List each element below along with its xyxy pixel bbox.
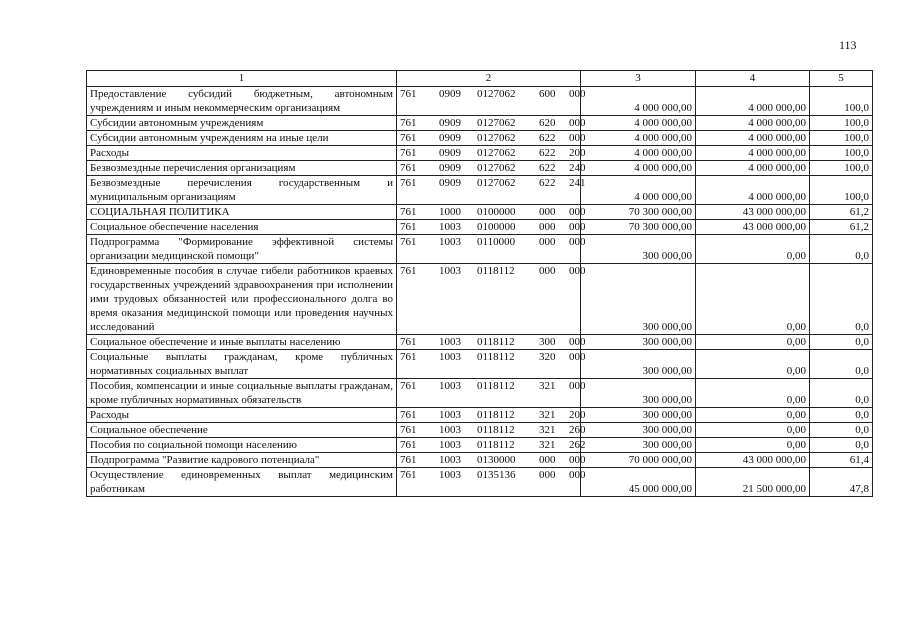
executed-amount: 0,00	[696, 423, 810, 438]
executed-amount: 43 000 000,00	[696, 205, 810, 220]
row-name: Пособия по социальной помощи населению	[87, 438, 397, 453]
row-name: Расходы	[87, 408, 397, 423]
code-vr: 000	[539, 236, 556, 248]
code-rzpr: 1003	[439, 221, 461, 233]
code-ved: 761	[400, 88, 417, 100]
code-ved: 761	[400, 265, 417, 277]
code-kosgu: 000	[569, 236, 586, 248]
executed-amount: 4 000 000,00	[696, 161, 810, 176]
code-ved: 761	[400, 380, 417, 392]
budget-code	[397, 379, 586, 408]
table-row	[87, 335, 873, 350]
budget-table	[86, 70, 873, 497]
execution-percent: 0,0	[810, 379, 873, 408]
planned-amount: 300 000,00	[581, 438, 696, 453]
code-csr: 0135136	[477, 469, 516, 481]
code-rzpr: 1003	[439, 380, 461, 392]
code-kosgu: 241	[569, 177, 586, 189]
budget-code	[397, 408, 586, 423]
code-vr: 622	[539, 177, 556, 189]
code-ved: 761	[400, 162, 417, 174]
code-rzpr: 1003	[439, 236, 461, 248]
row-name: СОЦИАЛЬНАЯ ПОЛИТИКА	[87, 205, 397, 220]
table-row	[87, 408, 873, 423]
page-number: 113	[839, 38, 857, 52]
planned-amount: 300 000,00	[581, 264, 696, 335]
budget-code	[397, 423, 586, 438]
budget-code	[397, 235, 586, 264]
code-kosgu: 000	[569, 380, 586, 392]
budget-code	[397, 220, 586, 235]
code-vr: 000	[539, 206, 556, 218]
execution-percent: 100,0	[810, 146, 873, 161]
code-vr: 320	[539, 351, 556, 363]
code-vr: 321	[539, 439, 556, 451]
table-row	[87, 438, 873, 453]
executed-amount: 0,00	[696, 438, 810, 453]
code-rzpr: 1003	[439, 454, 461, 466]
budget-code	[397, 453, 586, 468]
planned-amount: 300 000,00	[581, 423, 696, 438]
code-rzpr: 1000	[439, 206, 461, 218]
executed-amount: 0,00	[696, 408, 810, 423]
code-vr: 620	[539, 117, 556, 129]
code-rzpr: 1003	[439, 424, 461, 436]
code-kosgu: 000	[569, 132, 586, 144]
code-csr: 0127062	[477, 132, 516, 144]
execution-percent: 0,0	[810, 423, 873, 438]
table-row	[87, 87, 873, 116]
code-ved: 761	[400, 117, 417, 129]
executed-amount: 4 000 000,00	[696, 176, 810, 205]
execution-percent: 61,2	[810, 205, 873, 220]
executed-amount: 0,00	[696, 379, 810, 408]
budget-code	[397, 116, 586, 131]
row-name: Социальное обеспечение и иные выплаты населению	[87, 335, 397, 350]
planned-amount: 300 000,00	[581, 235, 696, 264]
code-csr: 0130000	[477, 454, 516, 466]
planned-amount: 4 000 000,00	[581, 131, 696, 146]
budget-code	[397, 335, 586, 350]
code-rzpr: 1003	[439, 469, 461, 481]
code-kosgu: 000	[569, 336, 586, 348]
table-row	[87, 176, 873, 205]
planned-amount: 300 000,00	[581, 350, 696, 379]
execution-percent: 0,0	[810, 438, 873, 453]
code-vr: 321	[539, 380, 556, 392]
code-csr: 0110000	[477, 236, 516, 248]
code-ved: 761	[400, 336, 417, 348]
table-row	[87, 350, 873, 379]
executed-amount: 0,00	[696, 264, 810, 335]
table-row	[87, 116, 873, 131]
row-name: Социальные выплаты гражданам, кроме публичных нормативных социальных выплат	[87, 350, 397, 379]
planned-amount: 300 000,00	[581, 408, 696, 423]
execution-percent: 100,0	[810, 131, 873, 146]
code-csr: 0127062	[477, 117, 516, 129]
table-row	[87, 379, 873, 408]
row-name: Подпрограмма "Формирование эффективной системы организации медицинской помощи"	[87, 235, 397, 264]
code-ved: 761	[400, 147, 417, 159]
code-csr: 0118112	[477, 424, 515, 436]
planned-amount: 300 000,00	[581, 335, 696, 350]
row-name: Расходы	[87, 146, 397, 161]
row-name: Пособия, компенсации и иные социальные выплаты гражданам, кроме публичных нормативных обязательств	[87, 379, 397, 408]
code-rzpr: 1003	[439, 351, 461, 363]
code-csr: 0127062	[477, 147, 516, 159]
planned-amount: 4 000 000,00	[581, 87, 696, 116]
code-rzpr: 0909	[439, 162, 461, 174]
code-vr: 622	[539, 147, 556, 159]
execution-percent: 100,0	[810, 176, 873, 205]
code-vr: 300	[539, 336, 556, 348]
table-row	[87, 131, 873, 146]
budget-code	[397, 264, 586, 335]
execution-percent: 61,4	[810, 453, 873, 468]
execution-percent: 0,0	[810, 408, 873, 423]
code-vr: 000	[539, 265, 556, 277]
execution-percent: 0,0	[810, 350, 873, 379]
code-kosgu: 000	[569, 88, 586, 100]
code-kosgu: 200	[569, 147, 586, 159]
code-kosgu: 260	[569, 424, 586, 436]
planned-amount: 4 000 000,00	[581, 146, 696, 161]
planned-amount: 70 300 000,00	[581, 205, 696, 220]
code-kosgu: 000	[569, 206, 586, 218]
executed-amount: 4 000 000,00	[696, 87, 810, 116]
execution-percent: 0,0	[810, 235, 873, 264]
row-name: Субсидии автономным учреждениям на иные цели	[87, 131, 397, 146]
column-header: 5	[810, 71, 873, 87]
code-kosgu: 000	[569, 265, 586, 277]
code-rzpr: 1003	[439, 336, 461, 348]
budget-code	[397, 161, 586, 176]
code-csr: 0100000	[477, 206, 516, 218]
execution-percent: 47,8	[810, 468, 873, 497]
code-ved: 761	[400, 439, 417, 451]
code-ved: 761	[400, 424, 417, 436]
row-name: Осуществление единовременных выплат медицинским работникам	[87, 468, 397, 497]
code-csr: 0100000	[477, 221, 516, 233]
budget-code	[397, 146, 586, 161]
execution-percent: 0,0	[810, 264, 873, 335]
code-kosgu: 262	[569, 439, 586, 451]
executed-amount: 21 500 000,00	[696, 468, 810, 497]
planned-amount: 4 000 000,00	[581, 176, 696, 205]
code-kosgu: 000	[569, 117, 586, 129]
code-csr: 0127062	[477, 162, 516, 174]
column-header: 4	[696, 71, 810, 87]
column-header: 2	[397, 71, 581, 87]
code-rzpr: 0909	[439, 177, 461, 189]
code-vr: 000	[539, 469, 556, 481]
code-ved: 761	[400, 454, 417, 466]
code-csr: 0118112	[477, 265, 515, 277]
table-row	[87, 161, 873, 176]
code-vr: 622	[539, 132, 556, 144]
budget-code	[397, 131, 586, 146]
planned-amount: 300 000,00	[581, 379, 696, 408]
planned-amount: 70 000 000,00	[581, 453, 696, 468]
table-header-row	[87, 71, 873, 87]
code-rzpr: 1003	[439, 265, 461, 277]
code-csr: 0118112	[477, 336, 515, 348]
code-rzpr: 0909	[439, 117, 461, 129]
budget-code	[397, 350, 586, 379]
executed-amount: 4 000 000,00	[696, 146, 810, 161]
code-kosgu: 200	[569, 409, 586, 421]
executed-amount: 4 000 000,00	[696, 131, 810, 146]
table-row	[87, 264, 873, 335]
column-header: 1	[87, 71, 397, 87]
execution-percent: 61,2	[810, 220, 873, 235]
budget-code	[397, 87, 586, 116]
code-vr: 600	[539, 88, 556, 100]
row-name: Единовременные пособия в случае гибели работников краевых государственных учреждений здравоохранения при исполнении ими трудовых обязанностей или профессионального долга во время оказания медицинской помощи или проведения научных исследований	[87, 264, 397, 335]
code-csr: 0127062	[477, 88, 516, 100]
executed-amount: 0,00	[696, 235, 810, 264]
executed-amount: 0,00	[696, 335, 810, 350]
code-ved: 761	[400, 409, 417, 421]
budget-code	[397, 205, 586, 220]
code-ved: 761	[400, 132, 417, 144]
table-row	[87, 235, 873, 264]
code-vr: 000	[539, 454, 556, 466]
planned-amount: 4 000 000,00	[581, 116, 696, 131]
row-name: Социальное обеспечение населения	[87, 220, 397, 235]
code-rzpr: 0909	[439, 147, 461, 159]
execution-percent: 100,0	[810, 161, 873, 176]
execution-percent: 100,0	[810, 116, 873, 131]
code-ved: 761	[400, 469, 417, 481]
code-kosgu: 000	[569, 469, 586, 481]
code-csr: 0118112	[477, 380, 515, 392]
code-kosgu: 000	[569, 454, 586, 466]
row-name: Безвозмездные перечисления организациям	[87, 161, 397, 176]
code-vr: 000	[539, 221, 556, 233]
executed-amount: 43 000 000,00	[696, 220, 810, 235]
code-vr: 321	[539, 424, 556, 436]
code-csr: 0118112	[477, 409, 515, 421]
table-row	[87, 468, 873, 497]
table-row	[87, 423, 873, 438]
table-row	[87, 146, 873, 161]
code-rzpr: 0909	[439, 132, 461, 144]
code-ved: 761	[400, 236, 417, 248]
code-vr: 321	[539, 409, 556, 421]
executed-amount: 43 000 000,00	[696, 453, 810, 468]
budget-code	[397, 438, 586, 453]
code-ved: 761	[400, 351, 417, 363]
planned-amount: 4 000 000,00	[581, 161, 696, 176]
row-name: Социальное обеспечение	[87, 423, 397, 438]
table-row	[87, 453, 873, 468]
code-rzpr: 1003	[439, 439, 461, 451]
code-csr: 0118112	[477, 351, 515, 363]
code-csr: 0127062	[477, 177, 516, 189]
code-vr: 622	[539, 162, 556, 174]
code-rzpr: 0909	[439, 88, 461, 100]
column-header: 3	[581, 71, 696, 87]
table-row	[87, 205, 873, 220]
code-ved: 761	[400, 206, 417, 218]
code-kosgu: 240	[569, 162, 586, 174]
code-ved: 761	[400, 177, 417, 189]
row-name: Субсидии автономным учреждениям	[87, 116, 397, 131]
row-name: Безвозмездные перечисления государственным и муниципальным организациям	[87, 176, 397, 205]
code-kosgu: 000	[569, 221, 586, 233]
table-row	[87, 220, 873, 235]
budget-code	[397, 468, 586, 497]
code-rzpr: 1003	[439, 409, 461, 421]
code-ved: 761	[400, 221, 417, 233]
code-kosgu: 000	[569, 351, 586, 363]
planned-amount: 45 000 000,00	[581, 468, 696, 497]
planned-amount: 70 300 000,00	[581, 220, 696, 235]
row-name: Предоставление субсидий бюджетным, автономным учреждениям и иным некоммерческим организациям	[87, 87, 397, 116]
row-name: Подпрограмма "Развитие кадрового потенциала"	[87, 453, 397, 468]
execution-percent: 0,0	[810, 335, 873, 350]
code-csr: 0118112	[477, 439, 515, 451]
budget-code	[397, 176, 586, 205]
executed-amount: 0,00	[696, 350, 810, 379]
execution-percent: 100,0	[810, 87, 873, 116]
executed-amount: 4 000 000,00	[696, 116, 810, 131]
